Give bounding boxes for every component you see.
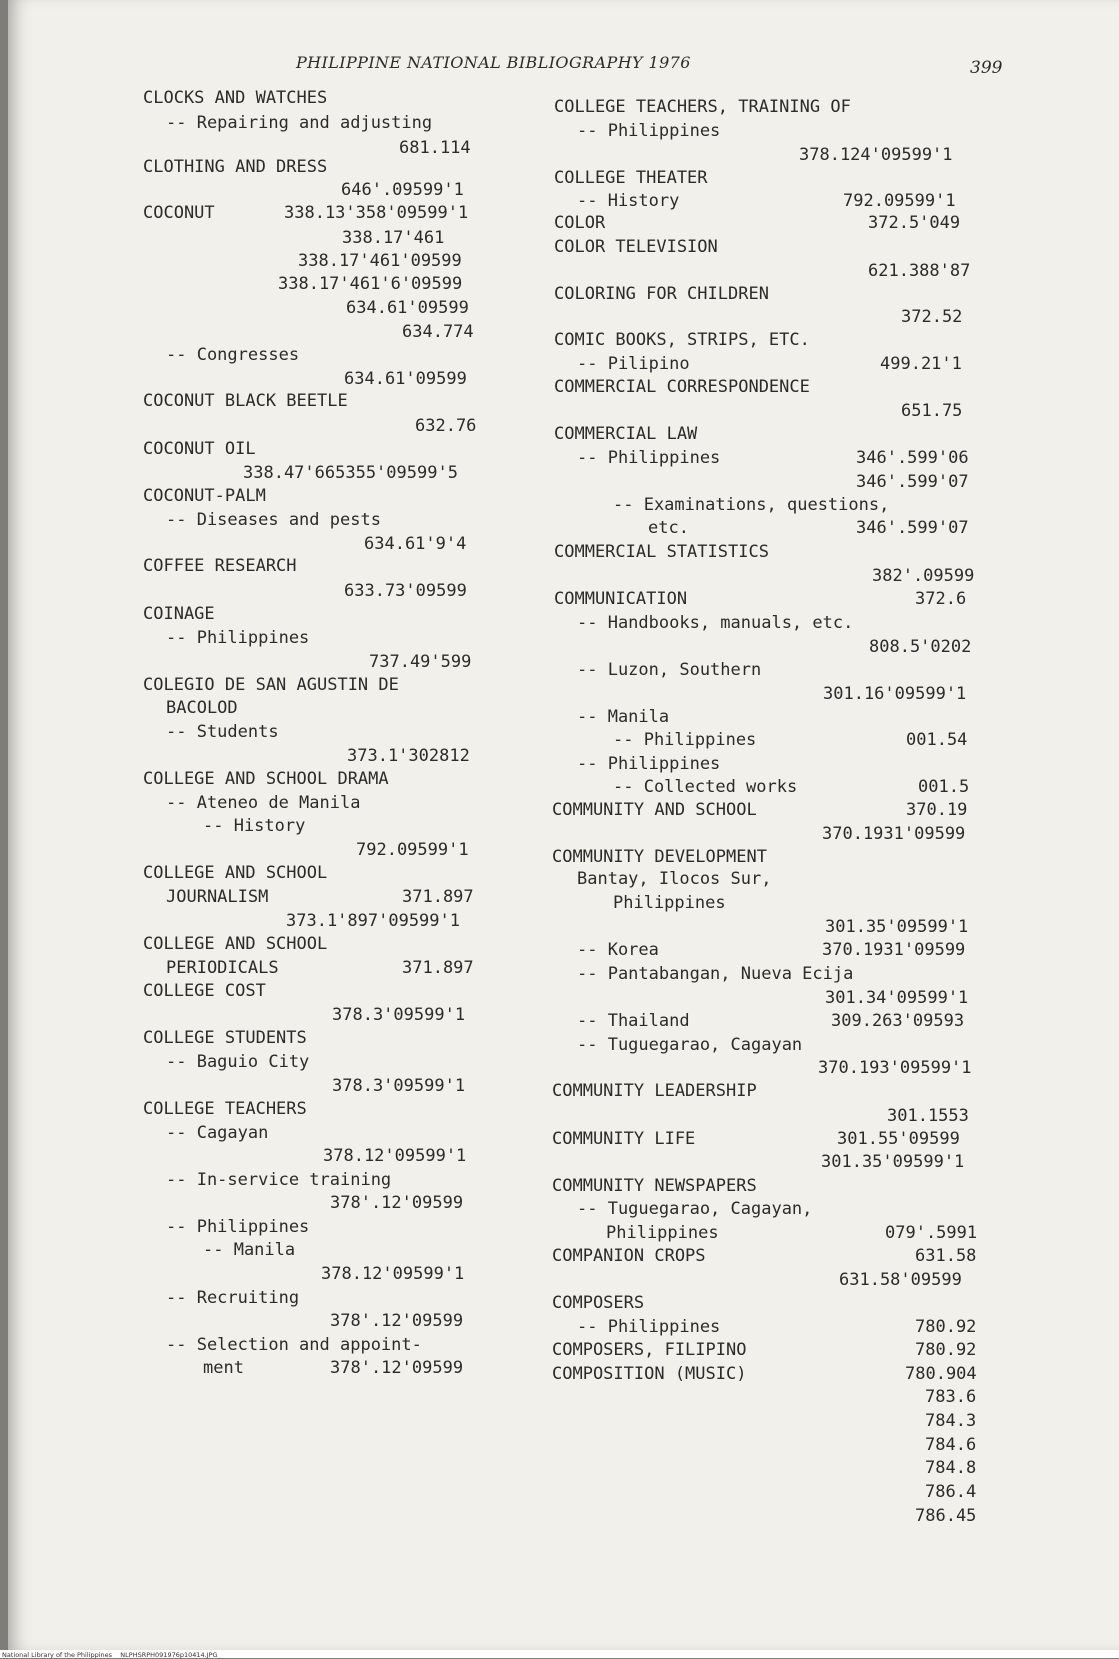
- subdivision: -- Philippines: [613, 730, 757, 750]
- subject-heading: COMIC BOOKS, STRIPS, ETC.: [554, 330, 810, 350]
- classification-number: 786.45: [915, 1506, 977, 1526]
- subdivision: -- Tuguegarao, Cagayan: [577, 1035, 803, 1055]
- classification-number: 301.1553: [887, 1106, 969, 1126]
- classification-number: 301.35'09599'1: [821, 1152, 965, 1172]
- classification-number: 646'.09599'1: [341, 180, 464, 200]
- classification-number: 631.58'09599: [839, 1270, 962, 1290]
- subject-heading: COLEGIO DE SAN AGUSTIN DE: [143, 675, 399, 695]
- classification-number: 001.5: [918, 777, 970, 797]
- subdivision: -- Philippines: [166, 628, 310, 648]
- classification-number: 372.52: [901, 307, 963, 327]
- subject-heading: COFFEE RESEARCH: [143, 556, 297, 576]
- classification-number: 783.6: [925, 1387, 977, 1407]
- classification-number: 621.388'87: [868, 261, 971, 281]
- classification-number: 373.1'897'09599'1: [286, 911, 460, 931]
- classification-number: 634.774: [402, 322, 474, 342]
- subject-heading: COMMUNITY LIFE: [552, 1129, 696, 1149]
- subject-heading: COMMUNITY NEWSPAPERS: [552, 1176, 757, 1196]
- subdivision-continued: etc.: [648, 518, 689, 538]
- classification-number: 784.6: [925, 1435, 977, 1455]
- page-number: 399: [970, 58, 1003, 78]
- subdivision: -- Cagayan: [166, 1123, 269, 1143]
- subject-heading-continued: BACOLOD: [166, 698, 238, 718]
- classification-number: 378'.12'09599: [330, 1193, 464, 1213]
- classification-number: 338.47'665355'09599'5: [243, 463, 458, 483]
- classification-number: 338.17'461: [342, 228, 445, 248]
- classification-number: 786.4: [925, 1482, 977, 1502]
- classification-number: 370.1931'09599: [822, 940, 966, 960]
- subdivision: -- Pilipino: [577, 354, 690, 374]
- subdivision: -- Examinations, questions,: [613, 495, 890, 515]
- classification-number: 378.124'09599'1: [799, 145, 953, 165]
- running-header-title: PHILIPPINE NATIONAL BIBLIOGRAPHY 1976: [296, 53, 691, 72]
- classification-number: 378.3'09599'1: [332, 1005, 466, 1025]
- subdivision: -- Repairing and adjusting: [166, 113, 433, 133]
- classification-number: 784.3: [925, 1411, 977, 1431]
- classification-number: 301.16'09599'1: [823, 684, 967, 704]
- classification-number: 792.09599'1: [356, 840, 469, 860]
- subdivision: -- Recruiting: [166, 1288, 300, 1308]
- classification-number: 780.904: [905, 1364, 977, 1384]
- classification-number: 370.193'09599'1: [818, 1058, 972, 1078]
- subject-heading: COLLEGE THEATER: [554, 168, 708, 188]
- subject-heading: COLOR: [554, 213, 606, 233]
- subject-heading: COLLEGE COST: [143, 981, 266, 1001]
- document-page: [8, 0, 1119, 1650]
- subject-heading-continued: JOURNALISM: [166, 887, 269, 907]
- subject-heading: COMPOSERS, FILIPINO: [552, 1340, 747, 1360]
- subject-heading: COLLEGE AND SCHOOL: [143, 863, 328, 883]
- classification-number: 372.5'049: [868, 213, 961, 233]
- classification-number: 632.76: [415, 416, 477, 436]
- subject-heading: COCONUT OIL: [143, 439, 256, 459]
- classification-number: 378.3'09599'1: [332, 1076, 466, 1096]
- subject-heading: COMMUNITY DEVELOPMENT: [552, 847, 767, 867]
- classification-number: 681.114: [399, 138, 471, 158]
- classification-number: 780.92: [915, 1317, 977, 1337]
- subdivision: -- History: [577, 191, 680, 211]
- classification-number: 634.61'09599: [346, 298, 469, 318]
- subdivision: -- Thailand: [577, 1011, 690, 1031]
- subject-heading: COCONUT BLACK BEETLE: [143, 391, 348, 411]
- classification-number: 382'.09599: [872, 566, 975, 586]
- subject-heading: COMMERCIAL LAW: [554, 424, 698, 444]
- classification-number: 371.897: [402, 958, 474, 978]
- classification-number: 338.13'358'09599'1: [284, 203, 469, 223]
- subject-heading: COCONUT-PALM: [143, 486, 266, 506]
- subject-heading: COMMERCIAL CORRESPONDENCE: [554, 377, 810, 397]
- subdivision: -- Manila: [203, 1240, 296, 1260]
- subject-heading: COLOR TELEVISION: [554, 237, 718, 257]
- subject-heading: COLLEGE STUDENTS: [143, 1028, 307, 1048]
- classification-number: 634.61'09599: [344, 369, 467, 389]
- subdivision: -- Baguio City: [166, 1052, 310, 1072]
- classification-number: 301.35'09599'1: [825, 917, 969, 937]
- subdivision-continued: ment: [203, 1358, 244, 1378]
- subdivision: -- Students: [166, 722, 279, 742]
- classification-number: 309.263'09593: [831, 1011, 965, 1031]
- subdivision: -- Selection and appoint-: [166, 1335, 422, 1355]
- classification-number: 792.09599'1: [843, 191, 956, 211]
- subdivision: -- Congresses: [166, 345, 300, 365]
- classification-number: 378.12'09599'1: [321, 1264, 465, 1284]
- subject-heading: COLORING FOR CHILDREN: [554, 284, 769, 304]
- classification-number: 634.61'9'4: [364, 534, 467, 554]
- subject-heading: COMMUNITY AND SCHOOL: [552, 800, 757, 820]
- subdivision: -- Philippines: [577, 448, 721, 468]
- classification-number: 372.6: [915, 589, 967, 609]
- classification-number: 378'.12'09599: [330, 1311, 464, 1331]
- classification-number: 633.73'09599: [344, 581, 467, 601]
- subdivision-continued: Philippines: [613, 893, 726, 913]
- classification-number: 301.34'09599'1: [825, 988, 969, 1008]
- classification-number: 346'.599'06: [856, 448, 969, 468]
- footer-strip: [0, 1650, 1119, 1658]
- classification-number: 079'.5991: [885, 1223, 978, 1243]
- subdivision: -- Pantabangan, Nueva Ecija: [577, 964, 854, 984]
- classification-number: 780.92: [915, 1340, 977, 1360]
- classification-number: 338.17'461'09599: [298, 251, 462, 271]
- subdivision: -- In-service training: [166, 1170, 392, 1190]
- classification-number: 651.75: [901, 401, 963, 421]
- classification-number: 301.55'09599: [837, 1129, 960, 1149]
- classification-number: 373.1'302812: [347, 746, 470, 766]
- subject-heading: COMMUNICATION: [554, 589, 688, 609]
- subject-heading: COMPANION CROPS: [552, 1246, 706, 1266]
- footer-caption: National Library of the Philippines NLPHSRPH091976p10414.JPG: [2, 1651, 218, 1659]
- subject-heading: COCONUT: [143, 203, 215, 223]
- classification-number: 631.58: [915, 1246, 977, 1266]
- subdivision: -- Handbooks, manuals, etc.: [577, 613, 854, 633]
- subdivision: -- Philippines: [577, 121, 721, 141]
- subject-heading: COLLEGE TEACHERS: [143, 1099, 307, 1119]
- subdivision: Bantay, Ilocos Sur,: [577, 869, 772, 889]
- classification-number: 378.12'09599'1: [323, 1146, 467, 1166]
- subject-heading: CLOCKS AND WATCHES: [143, 88, 328, 108]
- subject-heading: COMPOSITION (MUSIC): [552, 1364, 747, 1384]
- subdivision-continued: Philippines: [606, 1223, 719, 1243]
- subdivision: -- Diseases and pests: [166, 510, 381, 530]
- classification-number: 338.17'461'6'09599: [278, 274, 463, 294]
- classification-number: 499.21'1: [880, 354, 962, 374]
- subdivision: -- Philippines: [166, 1217, 310, 1237]
- subdivision: -- Collected works: [613, 777, 798, 797]
- subdivision: -- History: [203, 816, 306, 836]
- subject-heading: COLLEGE AND SCHOOL: [143, 934, 328, 954]
- subject-heading: COINAGE: [143, 604, 215, 624]
- classification-number: 346'.599'07: [856, 518, 969, 538]
- subdivision: -- Tuguegarao, Cagayan,: [577, 1199, 813, 1219]
- subject-heading: COMMERCIAL STATISTICS: [554, 542, 769, 562]
- classification-number: 784.8: [925, 1458, 977, 1478]
- subdivision: -- Ateneo de Manila: [166, 793, 361, 813]
- subdivision: -- Korea: [577, 940, 659, 960]
- classification-number: 808.5'0202: [869, 637, 972, 657]
- subject-heading: CLOTHING AND DRESS: [143, 157, 328, 177]
- subject-heading: COMPOSERS: [552, 1293, 645, 1313]
- subject-heading: COLLEGE AND SCHOOL DRAMA: [143, 769, 389, 789]
- subdivision: -- Philippines: [577, 1317, 721, 1337]
- classification-number: 346'.599'07: [856, 472, 969, 492]
- subdivision: -- Manila: [577, 707, 670, 727]
- classification-number: 370.1931'09599: [822, 824, 966, 844]
- subdivision: -- Philippines: [577, 754, 721, 774]
- classification-number: 370.19: [906, 800, 968, 820]
- subdivision: -- Luzon, Southern: [577, 660, 762, 680]
- subject-heading-continued: PERIODICALS: [166, 958, 279, 978]
- subject-heading: COLLEGE TEACHERS, TRAINING OF: [554, 97, 851, 117]
- classification-number: 378'.12'09599: [330, 1358, 464, 1378]
- classification-number: 001.54: [906, 730, 968, 750]
- classification-number: 737.49'599: [369, 652, 472, 672]
- classification-number: 371.897: [402, 887, 474, 907]
- subject-heading: COMMUNITY LEADERSHIP: [552, 1081, 757, 1101]
